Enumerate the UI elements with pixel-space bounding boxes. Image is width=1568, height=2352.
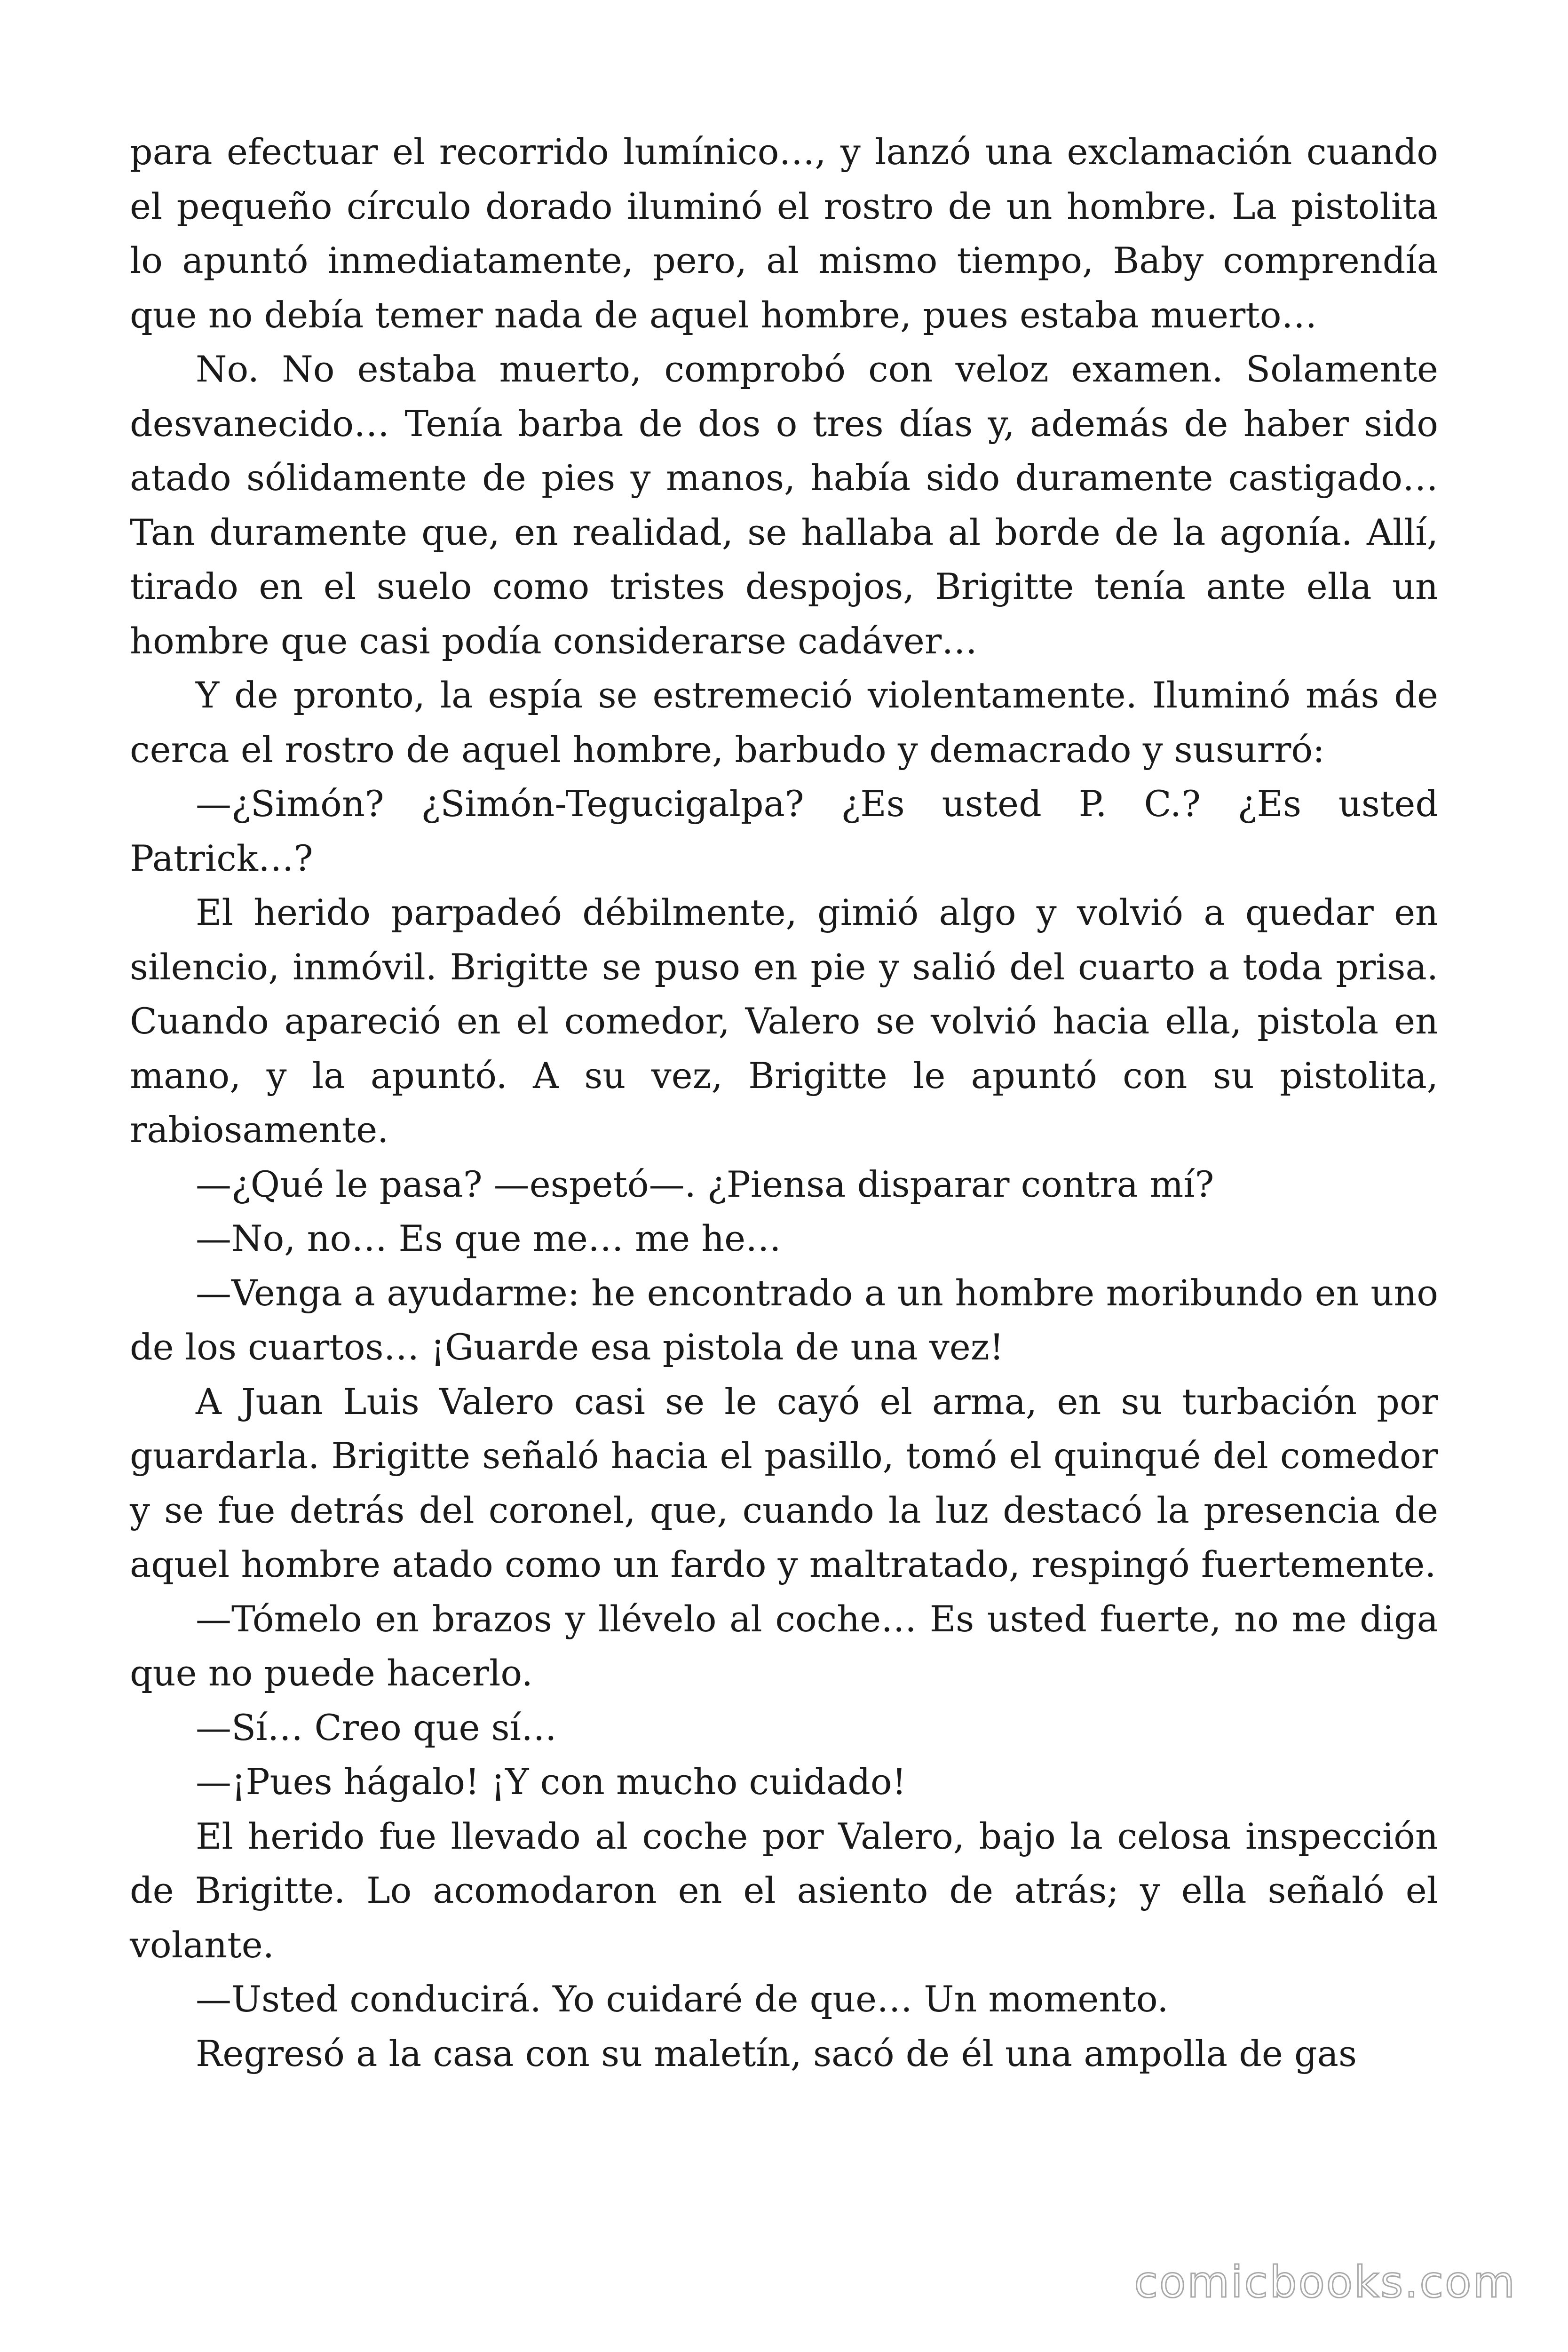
paragraph: —Tómelo en brazos y llévelo al coche… Es usted fuerte, no me diga que no puede hacerlo.: [130, 1597, 1438, 1694]
paragraph: —¿Simón? ¿Simón-Tegucigalpa? ¿Es usted P. C.? ¿Es usted Patrick…?: [130, 783, 1438, 879]
paragraph: —¿Qué le pasa? —espetó—. ¿Piensa disparar contra mí?: [196, 1163, 1214, 1205]
watermark: comicbooks.com: [1134, 2257, 1516, 2307]
paragraph: El herido fue llevado al coche por Valero, bajo la celosa inspección de Brigitte. Lo acomodaron en el asiento de atrás; y ella señaló el volante.: [130, 1815, 1438, 1966]
paragraph: —Sí… Creo que sí…: [196, 1706, 557, 1748]
paragraph: —Usted conducirá. Yo cuidaré de que… Un momento.: [196, 1978, 1169, 2020]
paragraph: para efectuar el recorrido lumínico…, y lanzó una exclamación cuando el pequeño círculo dorado iluminó el rostro de un hombre. La pistolita lo apuntó inmediatamente, pero, al mismo tiempo, Baby comprendía que no debía temer nada de aquel hombre, pues estaba muerto…: [130, 131, 1438, 336]
page-body: [130, 125, 1438, 2081]
paragraph: —Venga a ayudarme: he encontrado a un hombre moribundo en uno de los cuartos… ¡Guarde esa pistola de una vez!: [130, 1271, 1438, 1368]
paragraph: Y de pronto, la espía se estremeció violentamente. Iluminó más de cerca el rostro de aquel hombre, barbudo y demacrado y susurró:: [130, 674, 1438, 771]
paragraph: No. No estaba muerto, comprobó con veloz examen. Solamente desvanecido… Tenía barba de dos o tres días y, además de haber sido atado sólidamente de pies y manos, había sido duramente castigado… Tan duramente que, en realidad, se hallaba al borde de la agonía. Allí, tirado en el suelo como tristes despojos, Brigitte tenía ante ella un hombre que casi podía considerarse cadáver…: [130, 348, 1438, 662]
paragraph: —¡Pues hágalo! ¡Y con mucho cuidado!: [196, 1761, 907, 1803]
paragraph: El herido parpadeó débilmente, gimió algo y volvió a quedar en silencio, inmóvil. Brigitte se puso en pie y salió del cuarto a toda prisa. Cuando apareció en el comedor, Valero se volvió hacia ella, pistola en mano, y la apuntó. A su vez, Brigitte le apuntó con su pistolita, rabiosamente.: [130, 891, 1438, 1151]
paragraph: —No, no… Es que me… me he…: [196, 1217, 782, 1259]
paragraph: Regresó a la casa con su maletín, sacó de él una ampolla de gas: [196, 2032, 1357, 2074]
paragraph: A Juan Luis Valero casi se le cayó el arma, en su turbación por guardarla. Brigitte señaló hacia el pasillo, tomó el quinqué del comedor y se fue detrás del coronel, que, cuando la luz destacó la presencia de aquel hombre atado como un fardo y maltratado, respingó fuertemente.: [130, 1380, 1438, 1585]
